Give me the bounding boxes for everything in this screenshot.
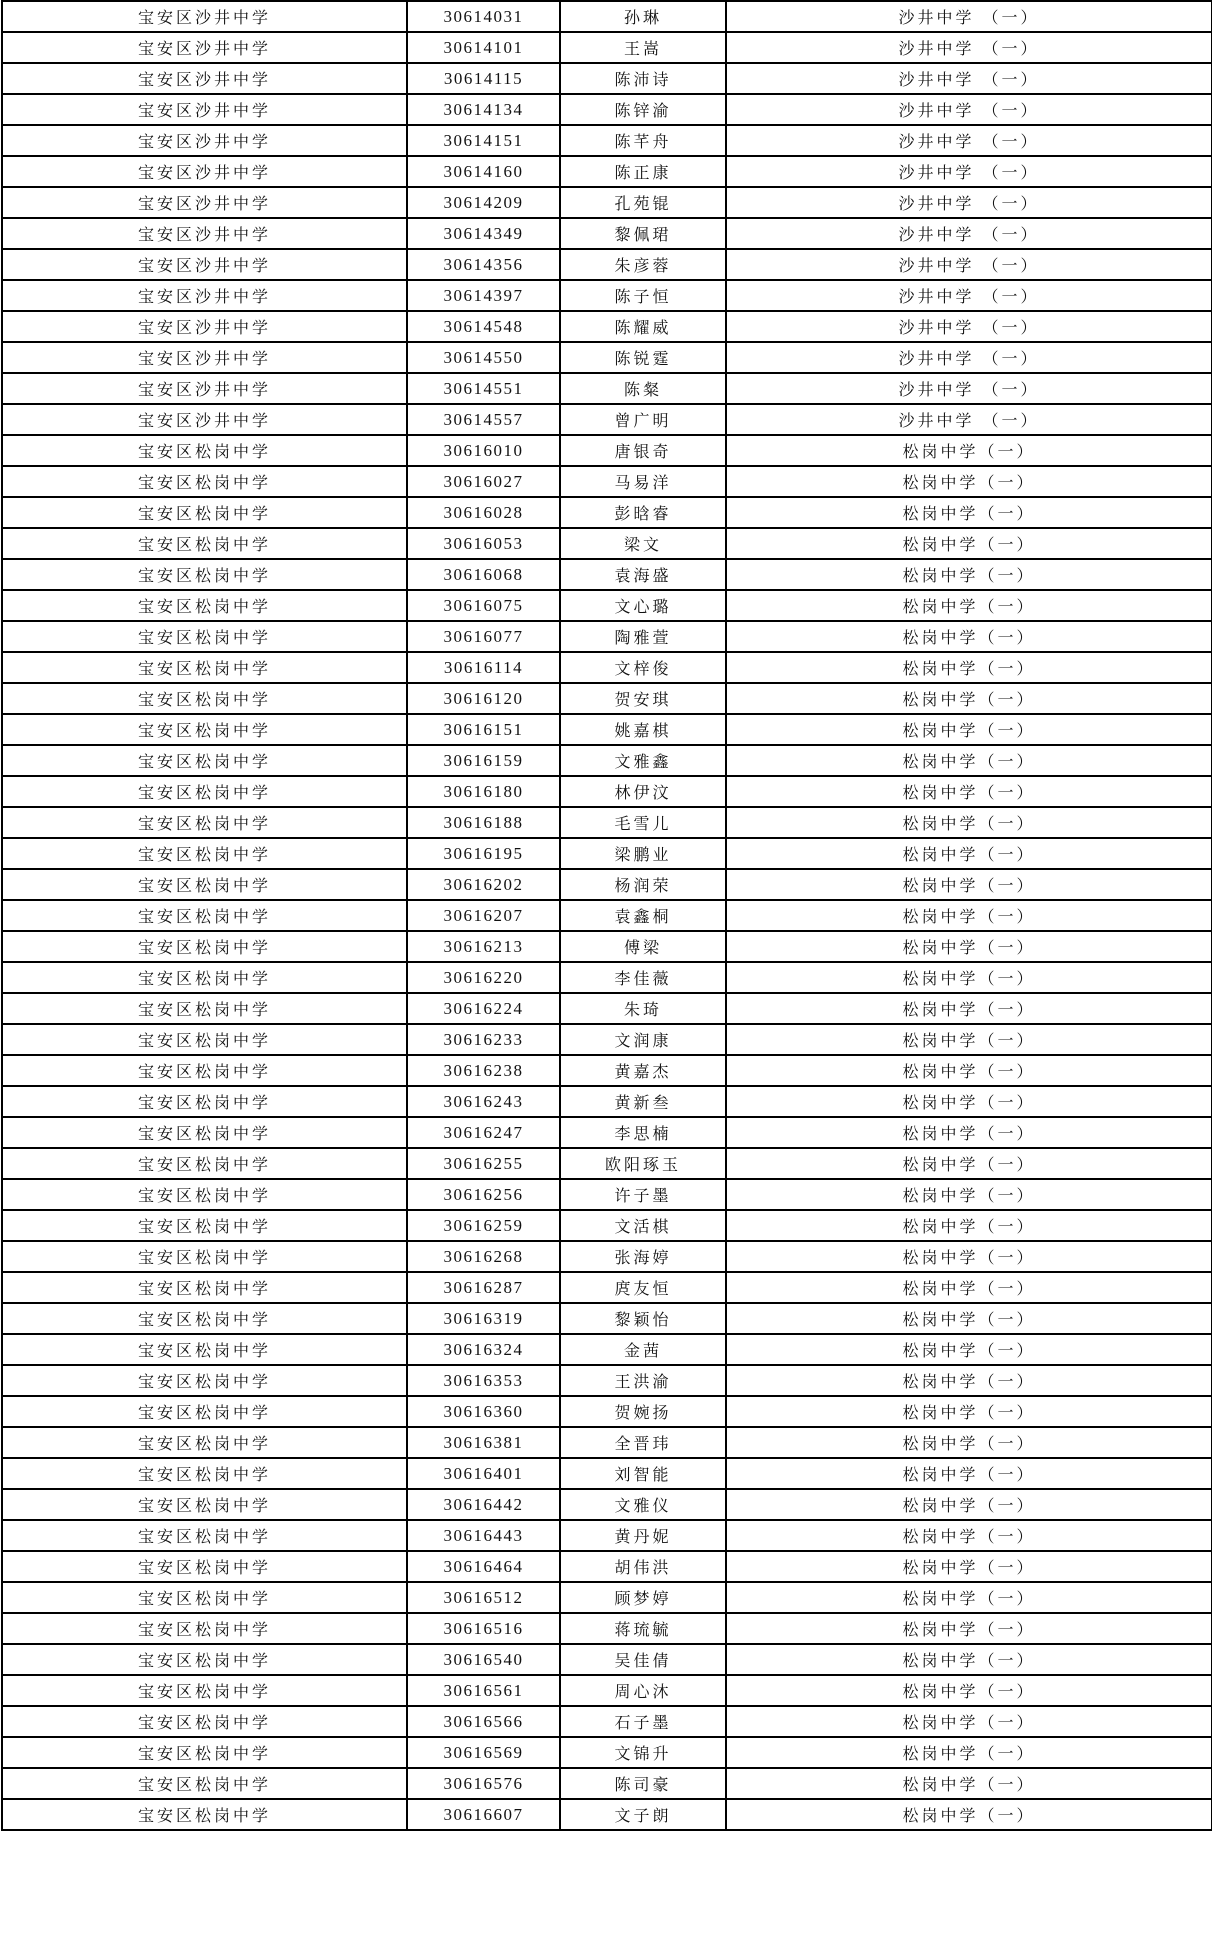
school-cell: 宝安区松岗中学 <box>2 745 407 776</box>
student-id-cell: 30616151 <box>407 714 560 745</box>
admitted-school-cell: 松岗中学（一） <box>726 838 1212 869</box>
table-row <box>2 249 1212 280</box>
student-name-cell: 傅梁 <box>560 931 726 962</box>
school-cell: 宝安区沙井中学 <box>2 311 407 342</box>
student-name-cell: 石子墨 <box>560 1706 726 1737</box>
school-cell: 宝安区松岗中学 <box>2 1334 407 1365</box>
admitted-school-cell: 沙井中学 （一） <box>726 63 1212 94</box>
admitted-school-cell: 松岗中学（一） <box>726 1489 1212 1520</box>
admitted-school-cell: 松岗中学（一） <box>726 1334 1212 1365</box>
student-name-cell: 李佳薇 <box>560 962 726 993</box>
school-cell: 宝安区松岗中学 <box>2 1179 407 1210</box>
student-name-cell: 毛雪儿 <box>560 807 726 838</box>
school-cell: 宝安区松岗中学 <box>2 838 407 869</box>
student-id-cell: 30614551 <box>407 373 560 404</box>
student-name-cell: 黎颖怡 <box>560 1303 726 1334</box>
student-id-cell: 30616516 <box>407 1613 560 1644</box>
table-row <box>2 1551 1212 1582</box>
student-id-cell: 30616268 <box>407 1241 560 1272</box>
student-id-cell: 30616213 <box>407 931 560 962</box>
table-row <box>2 1520 1212 1551</box>
school-cell: 宝安区松岗中学 <box>2 1210 407 1241</box>
school-cell: 宝安区松岗中学 <box>2 1365 407 1396</box>
admitted-school-cell: 松岗中学（一） <box>726 931 1212 962</box>
student-name-cell: 陈锐霆 <box>560 342 726 373</box>
student-id-cell: 30616120 <box>407 683 560 714</box>
admitted-school-cell: 松岗中学（一） <box>726 900 1212 931</box>
table-row <box>2 1427 1212 1458</box>
admitted-school-cell: 松岗中学（一） <box>726 1210 1212 1241</box>
student-id-cell: 30616195 <box>407 838 560 869</box>
school-cell: 宝安区松岗中学 <box>2 776 407 807</box>
admitted-school-cell: 松岗中学（一） <box>726 497 1212 528</box>
student-name-cell: 金茜 <box>560 1334 726 1365</box>
table-row <box>2 559 1212 590</box>
school-cell: 宝安区松岗中学 <box>2 993 407 1024</box>
table-row <box>2 1799 1212 1830</box>
admitted-school-cell: 松岗中学（一） <box>726 1644 1212 1675</box>
student-id-cell: 30614151 <box>407 125 560 156</box>
student-id-cell: 30616159 <box>407 745 560 776</box>
student-name-cell: 文子朗 <box>560 1799 726 1830</box>
student-name-cell: 黄嘉杰 <box>560 1055 726 1086</box>
student-id-cell: 30616027 <box>407 466 560 497</box>
table-row <box>2 1241 1212 1272</box>
student-id-cell: 30616053 <box>407 528 560 559</box>
school-cell: 宝安区松岗中学 <box>2 1055 407 1086</box>
table-row <box>2 404 1212 435</box>
table-row <box>2 311 1212 342</box>
student-id-cell: 30614397 <box>407 280 560 311</box>
student-name-cell: 文梓俊 <box>560 652 726 683</box>
school-cell: 宝安区沙井中学 <box>2 63 407 94</box>
student-id-cell: 30616068 <box>407 559 560 590</box>
student-id-cell: 30616401 <box>407 1458 560 1489</box>
admitted-school-cell: 松岗中学（一） <box>726 1799 1212 1830</box>
table-row <box>2 497 1212 528</box>
table-row <box>2 1458 1212 1489</box>
table-row <box>2 218 1212 249</box>
student-id-cell: 30614550 <box>407 342 560 373</box>
school-cell: 宝安区松岗中学 <box>2 1427 407 1458</box>
school-cell: 宝安区沙井中学 <box>2 218 407 249</box>
student-id-cell: 30616233 <box>407 1024 560 1055</box>
student-id-cell: 30616512 <box>407 1582 560 1613</box>
student-id-cell: 30616188 <box>407 807 560 838</box>
school-cell: 宝安区松岗中学 <box>2 1148 407 1179</box>
school-cell: 宝安区松岗中学 <box>2 1272 407 1303</box>
school-cell: 宝安区松岗中学 <box>2 1644 407 1675</box>
school-cell: 宝安区松岗中学 <box>2 497 407 528</box>
student-name-cell: 马易洋 <box>560 466 726 497</box>
school-cell: 宝安区松岗中学 <box>2 1241 407 1272</box>
student-name-cell: 王嵩 <box>560 32 726 63</box>
admitted-school-cell: 沙井中学 （一） <box>726 156 1212 187</box>
admitted-school-cell: 松岗中学（一） <box>726 1179 1212 1210</box>
student-name-cell: 文雅仪 <box>560 1489 726 1520</box>
table-row <box>2 466 1212 497</box>
student-id-cell: 30616569 <box>407 1737 560 1768</box>
school-cell: 宝安区松岗中学 <box>2 621 407 652</box>
student-id-cell: 30616114 <box>407 652 560 683</box>
student-name-cell: 陶雅萱 <box>560 621 726 652</box>
table-row <box>2 1117 1212 1148</box>
school-cell: 宝安区沙井中学 <box>2 125 407 156</box>
school-cell: 宝安区沙井中学 <box>2 404 407 435</box>
student-name-cell: 陈子恒 <box>560 280 726 311</box>
school-cell: 宝安区松岗中学 <box>2 683 407 714</box>
admitted-school-cell: 沙井中学 （一） <box>726 1 1212 32</box>
table-row <box>2 1675 1212 1706</box>
admitted-school-cell: 松岗中学（一） <box>726 1768 1212 1799</box>
student-name-cell: 李思楠 <box>560 1117 726 1148</box>
table-row <box>2 807 1212 838</box>
student-id-cell: 30616247 <box>407 1117 560 1148</box>
student-name-cell: 陈锌渝 <box>560 94 726 125</box>
table-row <box>2 1768 1212 1799</box>
student-name-cell: 朱琦 <box>560 993 726 1024</box>
admitted-school-cell: 松岗中学（一） <box>726 869 1212 900</box>
school-cell: 宝安区松岗中学 <box>2 962 407 993</box>
student-name-cell: 朱彦蓉 <box>560 249 726 280</box>
student-id-cell: 30616561 <box>407 1675 560 1706</box>
table-row <box>2 1334 1212 1365</box>
student-id-cell: 30616464 <box>407 1551 560 1582</box>
table-row <box>2 1706 1212 1737</box>
table-row <box>2 1148 1212 1179</box>
student-id-cell: 30616360 <box>407 1396 560 1427</box>
table-row <box>2 993 1212 1024</box>
student-id-cell: 30614115 <box>407 63 560 94</box>
admitted-school-cell: 松岗中学（一） <box>726 1303 1212 1334</box>
table-row <box>2 1179 1212 1210</box>
student-name-cell: 陈粲 <box>560 373 726 404</box>
admitted-school-cell: 松岗中学（一） <box>726 714 1212 745</box>
school-cell: 宝安区松岗中学 <box>2 435 407 466</box>
school-cell: 宝安区松岗中学 <box>2 528 407 559</box>
student-name-cell: 陈正康 <box>560 156 726 187</box>
student-name-cell: 欧阳琢玉 <box>560 1148 726 1179</box>
admitted-school-cell: 沙井中学 （一） <box>726 373 1212 404</box>
school-cell: 宝安区松岗中学 <box>2 1024 407 1055</box>
admitted-school-cell: 松岗中学（一） <box>726 745 1212 776</box>
student-name-cell: 陈芊舟 <box>560 125 726 156</box>
table-row <box>2 528 1212 559</box>
student-name-cell: 梁鹏业 <box>560 838 726 869</box>
student-name-cell: 袁鑫桐 <box>560 900 726 931</box>
admitted-school-cell: 松岗中学（一） <box>726 1024 1212 1055</box>
table-row <box>2 621 1212 652</box>
admitted-school-cell: 松岗中学（一） <box>726 1365 1212 1396</box>
student-name-cell: 梁文 <box>560 528 726 559</box>
table-row <box>2 962 1212 993</box>
student-id-cell: 30616256 <box>407 1179 560 1210</box>
table-row <box>2 435 1212 466</box>
student-name-cell: 黎佩珺 <box>560 218 726 249</box>
school-cell: 宝安区松岗中学 <box>2 1613 407 1644</box>
school-cell: 宝安区沙井中学 <box>2 280 407 311</box>
school-cell: 宝安区松岗中学 <box>2 590 407 621</box>
admitted-school-cell: 松岗中学（一） <box>726 528 1212 559</box>
student-id-cell: 30616443 <box>407 1520 560 1551</box>
student-id-cell: 30616224 <box>407 993 560 1024</box>
school-cell: 宝安区松岗中学 <box>2 1582 407 1613</box>
admitted-school-cell: 沙井中学 （一） <box>726 311 1212 342</box>
table-row <box>2 1086 1212 1117</box>
admitted-school-cell: 松岗中学（一） <box>726 993 1212 1024</box>
table-row <box>2 1024 1212 1055</box>
table-row <box>2 869 1212 900</box>
admitted-school-cell: 沙井中学 （一） <box>726 125 1212 156</box>
student-name-cell: 唐银奇 <box>560 435 726 466</box>
student-name-cell: 顾梦婷 <box>560 1582 726 1613</box>
school-cell: 宝安区松岗中学 <box>2 869 407 900</box>
admitted-school-cell: 松岗中学（一） <box>726 776 1212 807</box>
table-row <box>2 838 1212 869</box>
student-name-cell: 文润康 <box>560 1024 726 1055</box>
student-id-cell: 30614548 <box>407 311 560 342</box>
school-cell: 宝安区沙井中学 <box>2 373 407 404</box>
admitted-school-cell: 松岗中学（一） <box>726 1613 1212 1644</box>
admitted-school-cell: 松岗中学（一） <box>726 1396 1212 1427</box>
student-id-cell: 30616238 <box>407 1055 560 1086</box>
admitted-school-cell: 松岗中学（一） <box>726 1737 1212 1768</box>
school-cell: 宝安区松岗中学 <box>2 1706 407 1737</box>
student-name-cell: 林伊汶 <box>560 776 726 807</box>
admitted-school-cell: 松岗中学（一） <box>726 1706 1212 1737</box>
school-cell: 宝安区沙井中学 <box>2 187 407 218</box>
student-name-cell: 许子墨 <box>560 1179 726 1210</box>
admitted-school-cell: 沙井中学 （一） <box>726 249 1212 280</box>
admitted-school-cell: 松岗中学（一） <box>726 1551 1212 1582</box>
student-name-cell: 吴佳倩 <box>560 1644 726 1675</box>
table-row <box>2 1613 1212 1644</box>
student-id-cell: 30614349 <box>407 218 560 249</box>
table-row <box>2 342 1212 373</box>
school-cell: 宝安区松岗中学 <box>2 1768 407 1799</box>
student-name-cell: 文活棋 <box>560 1210 726 1241</box>
student-id-cell: 30616243 <box>407 1086 560 1117</box>
school-cell: 宝安区沙井中学 <box>2 1 407 32</box>
table-row <box>2 745 1212 776</box>
school-cell: 宝安区松岗中学 <box>2 900 407 931</box>
admitted-school-cell: 松岗中学（一） <box>726 1458 1212 1489</box>
admitted-school-cell: 沙井中学 （一） <box>726 218 1212 249</box>
table-row <box>2 652 1212 683</box>
student-id-cell: 30614356 <box>407 249 560 280</box>
admitted-school-cell: 沙井中学 （一） <box>726 94 1212 125</box>
student-id-cell: 30616028 <box>407 497 560 528</box>
student-id-cell: 30616075 <box>407 590 560 621</box>
student-id-cell: 30616220 <box>407 962 560 993</box>
table-row <box>2 1396 1212 1427</box>
student-name-cell: 文心璐 <box>560 590 726 621</box>
student-name-cell: 姚嘉棋 <box>560 714 726 745</box>
student-name-cell: 贺婉扬 <box>560 1396 726 1427</box>
admitted-school-cell: 松岗中学（一） <box>726 1520 1212 1551</box>
admitted-school-cell: 松岗中学（一） <box>726 807 1212 838</box>
school-cell: 宝安区松岗中学 <box>2 1675 407 1706</box>
admitted-school-cell: 松岗中学（一） <box>726 1427 1212 1458</box>
student-id-cell: 30614209 <box>407 187 560 218</box>
admitted-school-cell: 沙井中学 （一） <box>726 187 1212 218</box>
admitted-school-cell: 松岗中学（一） <box>726 466 1212 497</box>
student-name-cell: 陈耀威 <box>560 311 726 342</box>
school-cell: 宝安区沙井中学 <box>2 32 407 63</box>
student-id-cell: 30616259 <box>407 1210 560 1241</box>
student-name-cell: 杨润荣 <box>560 869 726 900</box>
student-id-cell: 30614134 <box>407 94 560 125</box>
admitted-school-cell: 沙井中学 （一） <box>726 404 1212 435</box>
student-id-cell: 30616381 <box>407 1427 560 1458</box>
admitted-school-cell: 松岗中学（一） <box>726 1148 1212 1179</box>
student-id-cell: 30614101 <box>407 32 560 63</box>
school-cell: 宝安区松岗中学 <box>2 466 407 497</box>
table-row <box>2 590 1212 621</box>
table-row <box>2 187 1212 218</box>
student-name-cell: 全晋玮 <box>560 1427 726 1458</box>
table-row <box>2 1 1212 32</box>
table-row <box>2 1210 1212 1241</box>
student-name-cell: 陈司豪 <box>560 1768 726 1799</box>
student-name-cell: 贺安琪 <box>560 683 726 714</box>
school-cell: 宝安区松岗中学 <box>2 1551 407 1582</box>
admitted-school-cell: 松岗中学（一） <box>726 559 1212 590</box>
student-id-cell: 30616566 <box>407 1706 560 1737</box>
table-row <box>2 714 1212 745</box>
student-name-cell: 黄新叁 <box>560 1086 726 1117</box>
table-row <box>2 931 1212 962</box>
school-cell: 宝安区沙井中学 <box>2 249 407 280</box>
student-name-cell: 曾广明 <box>560 404 726 435</box>
table-row <box>2 1737 1212 1768</box>
school-cell: 宝安区松岗中学 <box>2 1520 407 1551</box>
student-list-table <box>1 0 1212 1831</box>
student-id-cell: 30614557 <box>407 404 560 435</box>
table-row <box>2 1055 1212 1086</box>
table-row <box>2 1272 1212 1303</box>
school-cell: 宝安区松岗中学 <box>2 1396 407 1427</box>
admitted-school-cell: 松岗中学（一） <box>726 962 1212 993</box>
student-id-cell: 30616287 <box>407 1272 560 1303</box>
student-name-cell: 胡伟洪 <box>560 1551 726 1582</box>
school-cell: 宝安区松岗中学 <box>2 1737 407 1768</box>
table-row <box>2 1489 1212 1520</box>
student-id-cell: 30614031 <box>407 1 560 32</box>
admitted-school-cell: 松岗中学（一） <box>726 683 1212 714</box>
school-cell: 宝安区松岗中学 <box>2 931 407 962</box>
admitted-school-cell: 松岗中学（一） <box>726 621 1212 652</box>
admitted-school-cell: 沙井中学 （一） <box>726 32 1212 63</box>
student-name-cell: 刘智能 <box>560 1458 726 1489</box>
table-row <box>2 32 1212 63</box>
table-row <box>2 1365 1212 1396</box>
school-cell: 宝安区松岗中学 <box>2 1489 407 1520</box>
student-name-cell: 袁海盛 <box>560 559 726 590</box>
school-cell: 宝安区松岗中学 <box>2 652 407 683</box>
table-row <box>2 373 1212 404</box>
admitted-school-cell: 松岗中学（一） <box>726 1241 1212 1272</box>
admitted-school-cell: 松岗中学（一） <box>726 1272 1212 1303</box>
admitted-school-cell: 沙井中学 （一） <box>726 342 1212 373</box>
student-name-cell: 王洪渝 <box>560 1365 726 1396</box>
school-cell: 宝安区沙井中学 <box>2 342 407 373</box>
student-id-cell: 30616607 <box>407 1799 560 1830</box>
student-name-cell: 张海婷 <box>560 1241 726 1272</box>
table-row <box>2 776 1212 807</box>
admitted-school-cell: 松岗中学（一） <box>726 1117 1212 1148</box>
student-id-cell: 30616202 <box>407 869 560 900</box>
student-name-cell: 文雅鑫 <box>560 745 726 776</box>
table-row <box>2 1644 1212 1675</box>
admitted-school-cell: 松岗中学（一） <box>726 590 1212 621</box>
student-id-cell: 30616576 <box>407 1768 560 1799</box>
table-row <box>2 1303 1212 1334</box>
student-name-cell: 蒋琉毓 <box>560 1613 726 1644</box>
student-name-cell: 黄丹妮 <box>560 1520 726 1551</box>
student-name-cell: 彭晗睿 <box>560 497 726 528</box>
student-id-cell: 30616180 <box>407 776 560 807</box>
school-cell: 宝安区松岗中学 <box>2 807 407 838</box>
school-cell: 宝安区松岗中学 <box>2 1117 407 1148</box>
school-cell: 宝安区沙井中学 <box>2 94 407 125</box>
student-id-cell: 30616319 <box>407 1303 560 1334</box>
admitted-school-cell: 松岗中学（一） <box>726 1086 1212 1117</box>
table-row <box>2 125 1212 156</box>
table-body <box>2 1 1212 1830</box>
student-name-cell: 文锦升 <box>560 1737 726 1768</box>
admitted-school-cell: 沙井中学 （一） <box>726 280 1212 311</box>
student-name-cell: 孔苑锟 <box>560 187 726 218</box>
table-row <box>2 900 1212 931</box>
admitted-school-cell: 松岗中学（一） <box>726 1675 1212 1706</box>
student-id-cell: 30616077 <box>407 621 560 652</box>
student-name-cell: 陈沛诗 <box>560 63 726 94</box>
admitted-school-cell: 松岗中学（一） <box>726 652 1212 683</box>
student-id-cell: 30616255 <box>407 1148 560 1179</box>
school-cell: 宝安区松岗中学 <box>2 1303 407 1334</box>
table-row <box>2 63 1212 94</box>
student-id-cell: 30616353 <box>407 1365 560 1396</box>
school-cell: 宝安区松岗中学 <box>2 1458 407 1489</box>
school-cell: 宝安区松岗中学 <box>2 559 407 590</box>
student-id-cell: 30616207 <box>407 900 560 931</box>
school-cell: 宝安区松岗中学 <box>2 1086 407 1117</box>
school-cell: 宝安区松岗中学 <box>2 1799 407 1830</box>
student-name-cell: 孙琳 <box>560 1 726 32</box>
student-id-cell: 30616324 <box>407 1334 560 1365</box>
table-row <box>2 280 1212 311</box>
student-id-cell: 30616442 <box>407 1489 560 1520</box>
student-id-cell: 30616010 <box>407 435 560 466</box>
admitted-school-cell: 松岗中学（一） <box>726 1055 1212 1086</box>
table-row <box>2 1582 1212 1613</box>
table-row <box>2 683 1212 714</box>
table-row <box>2 94 1212 125</box>
student-name-cell: 周心沐 <box>560 1675 726 1706</box>
admitted-school-cell: 松岗中学（一） <box>726 1582 1212 1613</box>
student-name-cell: 庹友恒 <box>560 1272 726 1303</box>
student-id-cell: 30616540 <box>407 1644 560 1675</box>
table-row <box>2 156 1212 187</box>
school-cell: 宝安区沙井中学 <box>2 156 407 187</box>
student-id-cell: 30614160 <box>407 156 560 187</box>
admitted-school-cell: 松岗中学（一） <box>726 435 1212 466</box>
school-cell: 宝安区松岗中学 <box>2 714 407 745</box>
